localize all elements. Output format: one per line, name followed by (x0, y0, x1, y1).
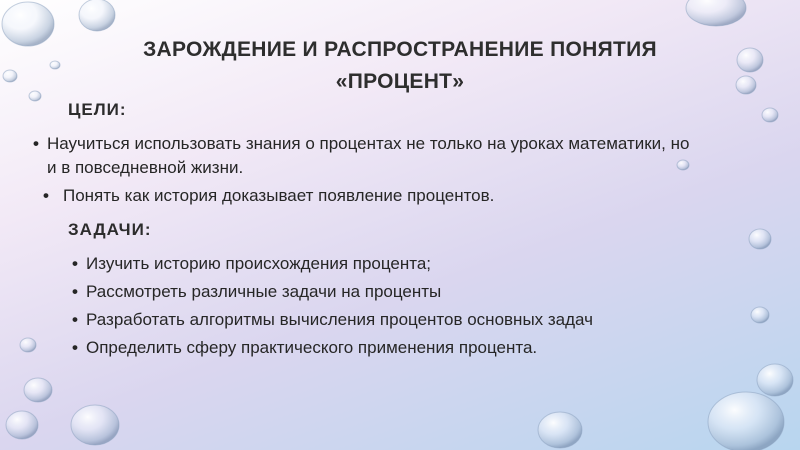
drop-shape (71, 405, 119, 445)
list-item (72, 336, 692, 360)
goals-heading: ЦЕЛИ: (68, 100, 127, 119)
bullet-icon: • (72, 254, 78, 273)
bullet-icon: • (33, 134, 39, 153)
list-item (72, 308, 692, 332)
list-item (33, 184, 693, 208)
task-text: Разработать алгоритмы вычисления процентов основных задач (86, 310, 593, 329)
drop-shape (20, 338, 36, 352)
goal-text: Понять как история доказывает появление процентов. (63, 186, 495, 205)
list-item (72, 252, 692, 276)
slide-title (50, 34, 750, 98)
drop-shape (762, 108, 778, 122)
drop-shape (757, 364, 793, 396)
drop-shape (24, 378, 52, 402)
bullet-icon: • (72, 310, 78, 329)
tasks-heading: ЗАДАЧИ: (68, 220, 152, 239)
drop-shape (749, 229, 771, 249)
drop-shape (751, 307, 769, 323)
goal-text: Научиться использовать знания о процентах не только на уроках математики, но и в повседневной жизни. (47, 134, 690, 177)
task-text: Рассмотреть различные задачи на проценты (86, 282, 442, 301)
drop-shape (708, 392, 784, 450)
drop-shape (79, 0, 115, 31)
task-text: Определить сферу практического применения процента. (86, 338, 538, 357)
drop-shape (3, 70, 17, 82)
bullet-icon: • (72, 338, 78, 357)
tasks-list (72, 252, 692, 364)
goals-list (33, 132, 693, 212)
list-item (72, 280, 692, 304)
drop-shape (2, 2, 54, 46)
drop-shape (6, 411, 38, 439)
title-line-1: ЗАРОЖДЕНИЕ И РАСПРОСТРАНЕНИЕ ПОНЯТИЯ (143, 38, 657, 61)
bullet-icon: • (43, 186, 49, 205)
bullet-icon: • (72, 282, 78, 301)
drop-shape (29, 91, 41, 101)
drop-shape (686, 0, 746, 26)
title-line-2: «ПРОЦЕНТ» (335, 70, 465, 93)
task-text: Изучить историю происхождения процента; (86, 254, 432, 273)
list-item (33, 132, 693, 180)
drop-shape (538, 412, 582, 448)
